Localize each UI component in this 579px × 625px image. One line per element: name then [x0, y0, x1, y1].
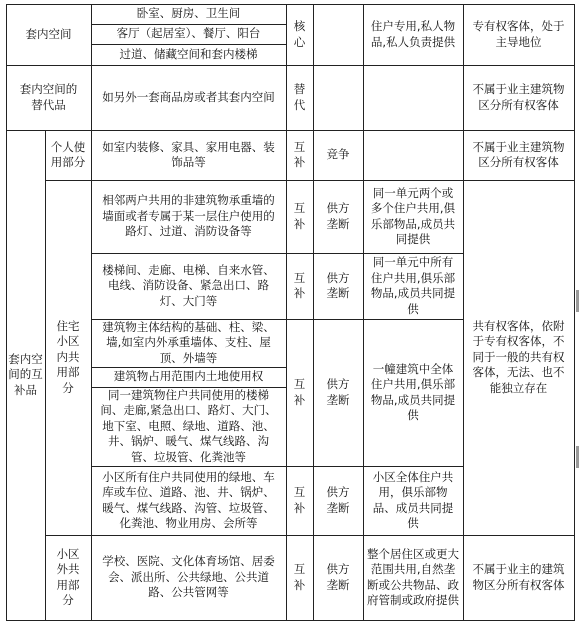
inner-row-2-content: 楼梯间、走廊、电梯、自来水管、电线、消防设备、紧急出口、路灯、大门等 [102, 262, 275, 308]
row1-provision: 住户专用,私人物品,私人负责提供 [370, 19, 456, 49]
inner-row-2-provision: 同一单元中所有住户共用,俱乐部物品,成员共同提供 [370, 255, 456, 316]
grid-h [91, 319, 463, 320]
row1-item-2: 客厅（起居室）、餐厅、阳台 [116, 26, 261, 41]
table-border-left [6, 4, 7, 621]
inner-row-1-content: 相邻两户共用的非建筑物承重墙的墙面或者专属于某一层住户使用的路灯、过道、消防设备等 [102, 193, 275, 239]
grid-h [91, 466, 463, 467]
inner-shared-label: 住宅小区内共用部分 [56, 318, 80, 395]
grid-h [91, 387, 286, 388]
grid-v [363, 4, 364, 620]
outer-shared-label: 小区外共用部分 [56, 546, 80, 607]
grid-v [91, 4, 92, 620]
outer-shared-provision: 整个居住区或更大范围共用,自然垄断或公共物品、政府管制或政府提供 [367, 546, 459, 607]
grid-h [91, 253, 463, 254]
table-border-right [574, 4, 575, 621]
grid-h [91, 367, 286, 368]
inner-row-4-relation: 互 补 [293, 485, 306, 515]
grid-v [286, 4, 287, 620]
row1-item-3: 过道、储藏空间和套内楼梯 [119, 46, 258, 61]
grid-h [45, 180, 575, 181]
row2-ownership: 不属于业主建筑物区分所有权客体 [472, 82, 565, 112]
outer-shared-content: 学校、医院、文化体育场馆、居委会、派出所、公共绿地、公共道路、公共管网等 [102, 554, 275, 600]
row2-content: 如另外一套商品房或者其套内空间 [102, 89, 275, 104]
inner-row-3-provision: 一幢建筑中全体住户共用,俱乐部物品,成员共同提供 [370, 361, 456, 422]
row2-relation: 替 代 [293, 82, 306, 112]
inner-shared-ownership: 共有权客体，依附于专有权客体，不同于一般的共有权客体，无法、也不能独立存在 [472, 318, 565, 395]
inner-row-3-content-b: 建筑物占用范围内土地使用权 [113, 369, 264, 384]
row1-ownership: 专有权客体，处于主导地位 [472, 19, 565, 49]
inner-row-4-nature: 供方 垄断 [326, 485, 350, 515]
inner-row-3-content-c: 同一建筑物住户共同使用的楼梯间、走廊,紧急出口、路灯、大门、地下室、电照、绿地、道路、池、井、锅炉、暖气、煤气线路、沟管、垃圾管、化粪池等 [100, 387, 277, 464]
inner-row-3-content-a: 建筑物主体结构的基础、柱、梁、墙,如室内外承重墙体、支柱、屋顶、外墙等 [102, 319, 275, 365]
inner-row-2-relation: 互 补 [293, 270, 306, 300]
inner-row-3-nature: 供方 垄断 [326, 377, 350, 407]
inner-row-4-provision: 小区全体住户共用，俱乐部物品、成员共同提供 [372, 469, 454, 530]
personal-use-content: 如室内装修、家具、家用电器、装饰品等 [102, 139, 275, 169]
row1-relation: 核 心 [293, 19, 306, 49]
personal-use-nature: 竞争 [326, 147, 350, 162]
complement-group-label: 套内空间的互补品 [8, 351, 43, 397]
personal-use-relation: 互 补 [293, 139, 306, 169]
grid-h [91, 24, 286, 25]
row2-category: 套内空间的替代品 [19, 82, 78, 112]
outer-shared-ownership: 不属于业主的建筑物区分所有权客体 [472, 562, 565, 592]
grid-v [45, 130, 46, 620]
inner-row-4-content: 小区所有住户共同使用的绿地、车库或车位、道路、池、井、锅炉、暖气、煤气线路、沟管、垃圾管、化粪池、物业用房、会所等 [102, 469, 275, 530]
row1-item-1: 卧室、厨房、卫生间 [136, 6, 241, 21]
grid-v [313, 4, 314, 620]
table-border-bottom [6, 620, 575, 621]
personal-use-label: 个人使用部分 [50, 139, 86, 169]
inner-row-1-provision: 同一单元两个或多个住户共用,俱乐部物品,成员共同提供 [370, 185, 456, 246]
inner-row-3-relation: 互 补 [293, 377, 306, 407]
grid-h [45, 535, 575, 536]
outer-shared-relation: 互 补 [293, 562, 306, 592]
grid-v [463, 4, 464, 620]
grid-h [91, 44, 286, 45]
personal-use-ownership: 不属于业主建筑物区分所有权客体 [472, 139, 565, 169]
row1-category: 套内空间 [25, 26, 72, 41]
inner-row-1-relation: 互 补 [293, 201, 306, 231]
outer-shared-nature: 供方 垄断 [326, 562, 350, 592]
inner-row-1-nature: 供方 垄断 [326, 201, 350, 231]
inner-row-2-nature: 供方 垄断 [326, 270, 350, 300]
